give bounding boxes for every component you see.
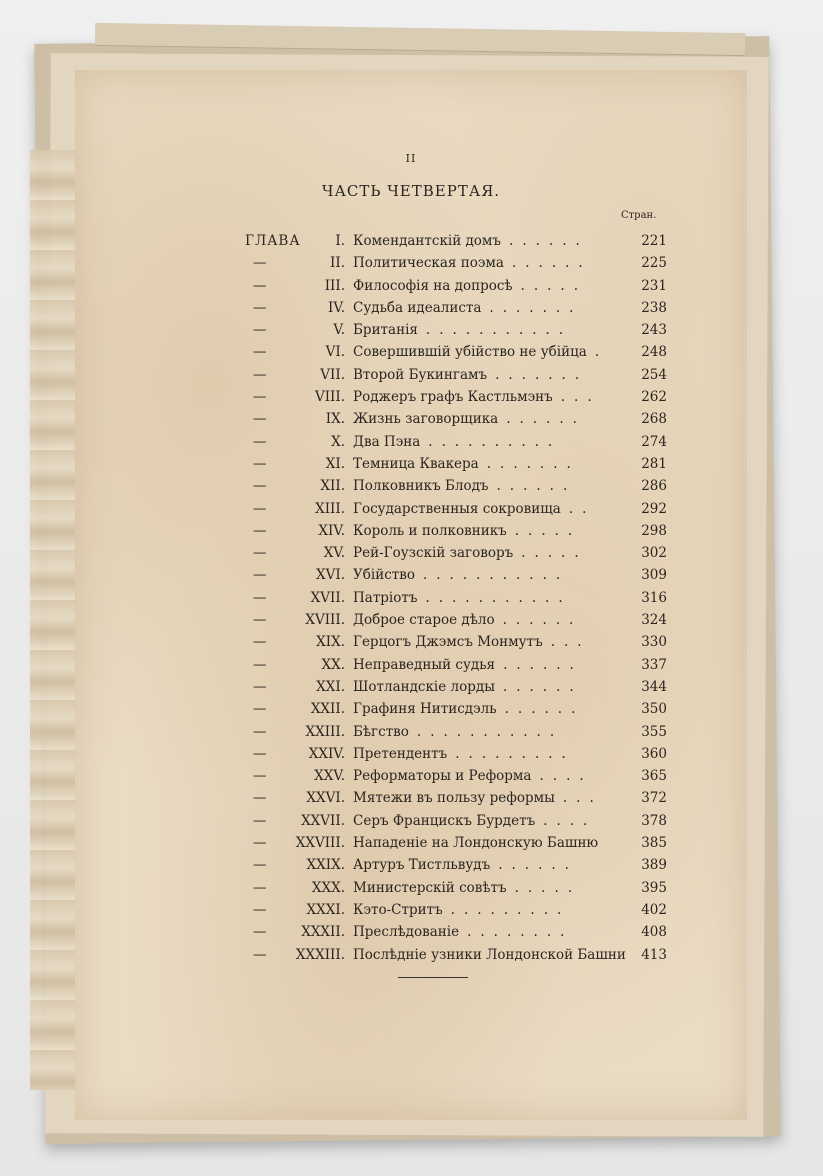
chapter-numeral: XXXI.: [306, 901, 345, 918]
chapter-title: Герцогъ Джэмсъ Монмутъ: [353, 634, 543, 651]
leader-dots: .......: [495, 366, 589, 383]
chapter-page-number: 360: [641, 745, 667, 762]
chapter-page-number: 316: [641, 589, 667, 606]
chapter-page-number: 385: [641, 835, 667, 852]
chapter-title: Претендентъ: [353, 745, 448, 762]
chapter-numeral: XXIII.: [305, 723, 345, 740]
chapter-title: Жизнь заговорщика: [353, 411, 499, 428]
leader-dots: .....: [520, 277, 588, 294]
chapter-title: Политическая поэма: [353, 255, 504, 272]
closing-rule: [398, 977, 468, 978]
chapter-title: Реформаторы и Реформа: [353, 768, 532, 785]
chapter-title: Убійство: [353, 567, 415, 584]
chapter-page-number: 355: [641, 723, 667, 740]
chapter-title: Кэто-Стритъ: [353, 901, 443, 918]
chapter-title: Преслѣдованіе: [353, 924, 460, 941]
chapter-page-number: 413: [641, 946, 667, 963]
chapter-numeral: XV.: [323, 545, 345, 562]
toc-entry: [75, 854, 747, 876]
chapter-title: Британія: [353, 322, 418, 339]
leader-dots: ...........: [425, 589, 572, 606]
repeat-mark: —: [253, 768, 267, 785]
chapter-numeral: XXIV.: [308, 745, 345, 762]
toc-entry: [75, 832, 747, 854]
repeat-mark: —: [253, 567, 267, 584]
chapter-numeral: XXIX.: [306, 857, 345, 874]
chapter-page-number: 225: [641, 255, 667, 272]
chapter-numeral: I.: [335, 233, 345, 249]
chapter-numeral: IV.: [327, 299, 345, 316]
chapter-numeral: VI.: [325, 344, 345, 361]
chapter-page-number: 274: [641, 433, 667, 450]
toc-entry: [75, 877, 747, 899]
chapter-numeral: XXVIII.: [295, 835, 345, 852]
repeat-mark: —: [253, 589, 267, 606]
torn-left-edge: [30, 150, 78, 1090]
chapter-numeral: XXXIII.: [295, 946, 345, 963]
leader-dots: ......: [509, 233, 589, 249]
toc-entry: [75, 431, 747, 453]
leader-dots: .....: [514, 879, 582, 896]
page-content: [75, 70, 747, 1120]
chapter-numeral: XIX.: [316, 634, 345, 651]
chapter-title: Министерскій совѣтъ: [353, 879, 507, 896]
chapter-numeral: XIV.: [318, 522, 345, 539]
chapter-title: Полковникъ Блодъ: [353, 478, 489, 495]
page-column-label: Стран.: [621, 210, 657, 221]
repeat-mark: —: [253, 344, 267, 361]
chapter-page-number: 395: [641, 879, 667, 896]
leader-dots: ..: [568, 500, 596, 517]
toc-entry: [75, 386, 747, 408]
chapter-numeral: XIII.: [315, 500, 345, 517]
repeat-mark: —: [253, 656, 267, 673]
chapter-page-number: 298: [641, 522, 667, 539]
toc-entry: [75, 944, 747, 966]
chapter-numeral: V.: [333, 322, 345, 339]
repeat-mark: —: [253, 500, 267, 517]
chapter-title: Король и полковникъ: [353, 522, 507, 539]
repeat-mark: —: [253, 411, 267, 428]
repeat-mark: —: [253, 879, 267, 896]
chapter-title: Шотландскіе лорды: [353, 678, 495, 695]
chapter-numeral: XXV.: [314, 768, 345, 785]
chapter-page-number: 337: [641, 656, 667, 673]
chapter-numeral: XXXII.: [301, 924, 345, 941]
chapter-page-number: 365: [641, 768, 667, 785]
chapter-title: Второй Букингамъ: [353, 366, 488, 383]
leader-dots: ......: [496, 478, 577, 495]
chapter-numeral: XXVI.: [306, 790, 345, 807]
chapter-numeral: VIII.: [314, 389, 345, 406]
repeat-mark: —: [253, 701, 267, 718]
toc-entry: [75, 899, 747, 921]
toc-entry: [75, 297, 747, 319]
chapter-page-number: 330: [641, 634, 667, 651]
toc-entry: [75, 498, 747, 520]
repeat-mark: —: [253, 366, 267, 383]
leader-dots: .....: [514, 522, 582, 539]
repeat-mark: —: [253, 545, 267, 562]
chapter-page-number: 344: [641, 678, 667, 695]
toc-entry: [75, 810, 747, 832]
toc-entry: [75, 475, 747, 497]
chapter-title: Роджеръ графъ Кастльмэнъ: [353, 389, 553, 406]
leader-dots: ......: [506, 411, 586, 428]
repeat-mark: —: [253, 946, 267, 963]
leader-dots: ...........: [416, 723, 564, 740]
leader-dots: ...: [562, 790, 603, 807]
repeat-mark: —: [253, 478, 267, 495]
toc-entry: [75, 319, 747, 341]
leader-dots: .........: [450, 901, 571, 918]
chapter-numeral: III.: [324, 277, 345, 294]
leader-dots: ......: [498, 857, 578, 874]
leader-dots: .......: [489, 299, 583, 316]
chapter-page-number: 292: [641, 500, 667, 517]
chapter-page-number: 389: [641, 857, 667, 874]
repeat-mark: —: [253, 924, 267, 941]
leader-dots: .....: [521, 545, 588, 562]
chapter-page-number: 372: [641, 790, 667, 807]
toc-entry: [75, 275, 747, 297]
leader-dots: ........: [467, 924, 574, 941]
chapter-numeral: XI.: [325, 455, 345, 472]
chapter-page-number: 378: [641, 812, 667, 829]
toc-entry: [75, 408, 747, 430]
chapter-title: Философія на допросѣ: [353, 277, 513, 294]
chapter-title: Патріотъ: [353, 589, 418, 606]
chapter-page-number: 221: [641, 233, 667, 249]
page-number: II: [405, 152, 417, 165]
chapter-page-number: 402: [641, 901, 667, 918]
chapter-numeral: II.: [330, 255, 345, 272]
repeat-mark: —: [253, 322, 267, 339]
toc-entry: [75, 453, 747, 475]
chapter-numeral: X.: [331, 433, 345, 450]
toc-entry: [75, 341, 747, 363]
chapter-numeral: XVII.: [310, 589, 345, 606]
toc-entry: [75, 698, 747, 720]
chapter-page-number: 248: [641, 344, 667, 361]
chapter-page-number: 243: [641, 322, 667, 339]
repeat-mark: —: [253, 835, 267, 852]
repeat-mark: —: [253, 612, 267, 629]
leader-dots: .........: [455, 745, 575, 762]
chapter-page-number: 302: [641, 545, 667, 562]
chapter-numeral: XXII.: [310, 701, 345, 718]
chapter-page-number: 254: [641, 366, 667, 383]
leader-dots: ....: [543, 812, 597, 829]
chapter-numeral: XXVII.: [301, 812, 345, 829]
chapter-page-number: 268: [641, 411, 667, 428]
repeat-mark: —: [253, 901, 267, 918]
part-title: ЧАСТЬ ЧЕТВЕРТАЯ.: [321, 182, 501, 200]
chapter-page-number: 350: [641, 701, 667, 718]
toc-entry: [75, 252, 747, 274]
chapter-title: Рей-Гоузскій заговоръ: [353, 545, 514, 562]
leader-dots: ......: [504, 701, 585, 718]
chapter-title: Два Пэна: [353, 433, 421, 450]
leader-dots: ...........: [422, 567, 570, 584]
leader-dots: ....: [539, 768, 593, 785]
repeat-mark: —: [253, 790, 267, 807]
leader-dots: ...........: [425, 322, 573, 339]
repeat-mark: —: [253, 389, 267, 406]
leader-dots: ...: [550, 634, 591, 651]
chapter-title: Государственныя сокровища: [353, 500, 561, 517]
chapter-page-number: 231: [641, 277, 667, 294]
repeat-mark: —: [253, 522, 267, 539]
toc-entry: [75, 542, 747, 564]
chapter-title: Совершившій убійство не убійца: [353, 344, 587, 361]
repeat-mark: —: [253, 455, 267, 472]
repeat-mark: —: [253, 723, 267, 740]
toc-entry: [75, 721, 747, 743]
repeat-mark: —: [253, 299, 267, 316]
leader-dots: ......: [503, 656, 583, 673]
toc-entry: [75, 743, 747, 765]
chapter-numeral: XVIII.: [305, 612, 345, 629]
chapter-title: Доброе старое дѣло: [353, 612, 495, 629]
repeat-mark: —: [253, 812, 267, 829]
toc-entry: [75, 564, 747, 586]
repeat-mark: —: [253, 857, 267, 874]
toc-entry: [75, 654, 747, 676]
chapter-title: Темница Квакера: [353, 455, 479, 472]
book-page: [75, 70, 747, 1120]
chapter-title: Артуръ Тистльвудъ: [353, 857, 491, 874]
toc-entry: [75, 631, 747, 653]
chapter-title: Судьба идеалиста: [353, 299, 482, 316]
chapter-page-number: 281: [641, 455, 667, 472]
chapter-page-number: 324: [641, 612, 667, 629]
toc-entry: [75, 787, 747, 809]
repeat-mark: —: [253, 634, 267, 651]
leader-dots: ..........: [428, 433, 562, 450]
leader-dots: ...: [560, 389, 601, 406]
chapter-title: Графиня Нитисдэль: [353, 701, 497, 718]
toc-entry: [75, 921, 747, 943]
chapter-page-number: 408: [641, 924, 667, 941]
repeat-mark: —: [253, 255, 267, 272]
leader-dots: ......: [502, 612, 583, 629]
repeat-mark: —: [253, 745, 267, 762]
chapter-page-number: 309: [641, 567, 667, 584]
chapter-title: Комендантскій домъ: [353, 233, 502, 249]
chapter-title: Мятежи въ пользу реформы: [353, 790, 555, 807]
toc-entry: [75, 230, 747, 252]
leader-dots: .: [594, 344, 609, 361]
chapter-page-number: 238: [641, 299, 667, 316]
chapter-label: ГЛАВА: [245, 233, 301, 249]
chapter-page-number: 286: [641, 478, 667, 495]
toc-entry: [75, 765, 747, 787]
chapter-title: Нападеніе на Лондонскую Башню: [353, 835, 599, 852]
repeat-mark: —: [253, 678, 267, 695]
leader-dots: ......: [511, 255, 592, 272]
chapter-numeral: XVI.: [316, 567, 345, 584]
chapter-numeral: XXI.: [316, 678, 345, 695]
chapter-numeral: XII.: [320, 478, 345, 495]
chapter-title: Послѣдніе узники Лондонской Башни: [353, 946, 626, 963]
chapter-title: Неправедный судья: [353, 656, 496, 673]
leader-dots: ......: [502, 678, 583, 695]
leader-dots: .......: [486, 455, 580, 472]
table-of-contents: [75, 230, 747, 966]
toc-entry: [75, 609, 747, 631]
repeat-mark: —: [253, 277, 267, 294]
chapter-title: Серъ Францискъ Бурдетъ: [353, 812, 536, 829]
chapter-title: Бѣгство: [353, 723, 409, 740]
toc-entry: [75, 676, 747, 698]
chapter-numeral: VII.: [320, 366, 345, 383]
chapter-numeral: IX.: [325, 411, 345, 428]
repeat-mark: —: [253, 433, 267, 450]
chapter-numeral: XX.: [321, 656, 345, 673]
toc-entry: [75, 587, 747, 609]
toc-entry: [75, 364, 747, 386]
toc-entry: [75, 520, 747, 542]
chapter-page-number: 262: [641, 389, 667, 406]
chapter-numeral: XXX.: [311, 879, 345, 896]
